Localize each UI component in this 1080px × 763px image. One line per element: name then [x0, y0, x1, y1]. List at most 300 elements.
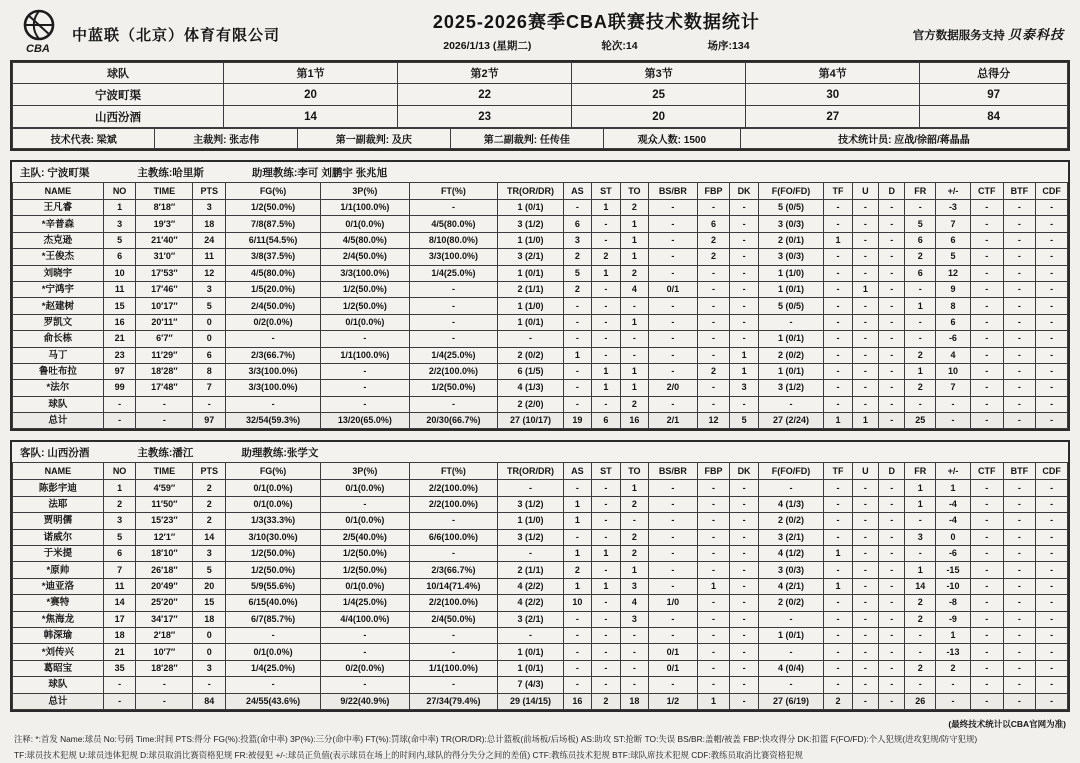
cell: - — [193, 396, 226, 412]
cell: - — [970, 331, 1003, 347]
cell: 1/2(50.0%) — [226, 200, 321, 216]
cell: - — [697, 660, 730, 676]
cell: 4 (1/3) — [758, 496, 823, 512]
cell: - — [879, 200, 905, 216]
away-team-strip — [12, 442, 1068, 462]
cell: 20 — [572, 106, 746, 128]
cell: 2 — [905, 611, 936, 627]
cell: - — [879, 480, 905, 496]
cell: - — [649, 265, 698, 281]
cell: - — [649, 232, 698, 248]
cell: - — [970, 314, 1003, 330]
cell: - — [1036, 363, 1068, 379]
home-assistants: 助理教练:李可 刘鹏宇 张兆旭 — [251, 167, 388, 179]
cell: - — [852, 529, 878, 545]
cell: - — [905, 281, 936, 297]
cell: - — [1036, 627, 1068, 643]
cell: 2/3(66.7%) — [409, 562, 498, 578]
cell: - — [879, 281, 905, 297]
cell: 3 (2/1) — [498, 249, 563, 265]
cell: - — [970, 627, 1003, 643]
cell: 1 — [620, 249, 648, 265]
cell: - — [1003, 529, 1036, 545]
table-row — [13, 363, 1068, 379]
cell: - — [226, 677, 321, 693]
cell: - — [1036, 298, 1068, 314]
cell: 25′20″ — [136, 595, 193, 611]
cell: - — [321, 677, 410, 693]
cell: 5 — [193, 562, 226, 578]
cell: 6 — [697, 216, 730, 232]
table-row — [13, 413, 1068, 429]
cell: 2/2(100.0%) — [409, 595, 498, 611]
cell: - — [649, 249, 698, 265]
column-header: NAME — [13, 463, 104, 480]
table-row — [13, 660, 1068, 676]
cell: 9/22(40.9%) — [321, 693, 410, 709]
cell: 11 — [193, 249, 226, 265]
column-header: PTS — [193, 463, 226, 480]
cell: - — [852, 480, 878, 496]
cell: 12′1″ — [136, 529, 193, 545]
cell: 2 — [563, 281, 591, 297]
cell: 1 — [730, 363, 758, 379]
cell: - — [970, 496, 1003, 512]
table-row — [13, 84, 1068, 106]
cell: 10 — [936, 363, 971, 379]
cell: 1 — [620, 380, 648, 396]
cell: 0/1(0.0%) — [321, 216, 410, 232]
cell: - — [879, 363, 905, 379]
column-header: FG(%) — [226, 183, 321, 200]
cell: 2/2(100.0%) — [409, 496, 498, 512]
cell: - — [563, 331, 591, 347]
table-row — [13, 396, 1068, 412]
cell: 4 (1/2) — [758, 546, 823, 562]
cell: 5 — [905, 216, 936, 232]
cell: 4′59″ — [136, 480, 193, 496]
cell: 6 — [193, 347, 226, 363]
away-stats-header-row — [13, 463, 1068, 480]
cell: -4 — [936, 513, 971, 529]
cell: - — [409, 644, 498, 660]
cell: - — [824, 363, 852, 379]
cell: - — [758, 677, 823, 693]
cell: 2 — [905, 380, 936, 396]
column-header: +/- — [936, 183, 971, 200]
game-info-row — [280, 38, 913, 53]
cell: 刘晓宇 — [13, 265, 104, 281]
cell: *原帅 — [13, 562, 104, 578]
cell: 0/1(0.0%) — [226, 480, 321, 496]
table-row — [13, 281, 1068, 297]
cell: 3/3(100.0%) — [321, 265, 410, 281]
cell: - — [409, 546, 498, 562]
cell: 俞长栋 — [13, 331, 104, 347]
cell: 3 (0/3) — [758, 216, 823, 232]
cell: 24/55(43.6%) — [226, 693, 321, 709]
cell: 18 — [103, 627, 136, 643]
cell: 99 — [103, 380, 136, 396]
cell: - — [620, 627, 648, 643]
cell: - — [1003, 232, 1036, 248]
cell: 0 — [193, 314, 226, 330]
home-stats-header-row — [13, 183, 1068, 200]
table-row — [13, 677, 1068, 693]
cell: 0 — [193, 627, 226, 643]
cell: 84 — [920, 106, 1068, 128]
cell: - — [409, 281, 498, 297]
cell: - — [879, 265, 905, 281]
cell: - — [824, 513, 852, 529]
cell: - — [592, 347, 620, 363]
score-header-row — [13, 63, 1068, 84]
cell: 1 — [620, 562, 648, 578]
cell: 杰克逊 — [13, 232, 104, 248]
cell: - — [1036, 611, 1068, 627]
column-header: CTF — [970, 463, 1003, 480]
cell: - — [852, 611, 878, 627]
column-header: NO — [103, 463, 136, 480]
cell: - — [1003, 265, 1036, 281]
cell: - — [824, 529, 852, 545]
cell: 诺威尔 — [13, 529, 104, 545]
cell: - — [730, 677, 758, 693]
cell: 23 — [398, 106, 572, 128]
cell: - — [970, 298, 1003, 314]
cell: 31′0″ — [136, 249, 193, 265]
cell: 5 — [936, 249, 971, 265]
cell: 1 — [936, 480, 971, 496]
cell: 1 — [563, 513, 591, 529]
cell: 3 (1/2) — [758, 380, 823, 396]
cell: 1 — [563, 347, 591, 363]
cell: - — [1003, 660, 1036, 676]
company-block — [14, 8, 280, 54]
cell: 1 — [563, 578, 591, 594]
score-box — [10, 60, 1070, 151]
cell: 1 — [563, 546, 591, 562]
cell: - — [970, 677, 1003, 693]
cell: - — [697, 627, 730, 643]
cell: 3 — [103, 513, 136, 529]
cell: 0/1 — [649, 660, 698, 676]
home-coach: 主教练:哈里斯 — [137, 167, 204, 179]
cell: 3/3(100.0%) — [409, 249, 498, 265]
cell: - — [852, 314, 878, 330]
cell: - — [879, 529, 905, 545]
cell: - — [970, 249, 1003, 265]
cell: 27 (6/19) — [758, 693, 823, 709]
cell: 11′29″ — [136, 347, 193, 363]
cell: - — [1003, 298, 1036, 314]
cell: 于米提 — [13, 546, 104, 562]
cba-logo-text: CBA — [26, 43, 50, 54]
cell: - — [879, 380, 905, 396]
column-header: 3P(%) — [321, 463, 410, 480]
column-header: ST — [592, 183, 620, 200]
column-header: 3P(%) — [321, 183, 410, 200]
cell: - — [824, 380, 852, 396]
cell: 球队 — [13, 677, 104, 693]
column-header: FT(%) — [409, 183, 498, 200]
cell: 技术代表: 梁斌 — [13, 129, 155, 149]
cell: - — [136, 677, 193, 693]
cell: - — [1003, 644, 1036, 660]
cell: - — [730, 595, 758, 611]
cell: - — [193, 677, 226, 693]
cell: - — [1036, 216, 1068, 232]
column-header: U — [852, 463, 878, 480]
cell: 总计 — [13, 693, 104, 709]
cell: - — [970, 595, 1003, 611]
cell: 25 — [572, 84, 746, 106]
cell: 12 — [936, 265, 971, 281]
cell: - — [730, 331, 758, 347]
cell: 4 (2/2) — [498, 595, 563, 611]
cell: 14 — [103, 595, 136, 611]
cell: 2/3(66.7%) — [226, 347, 321, 363]
cell: - — [498, 627, 563, 643]
cell: - — [1036, 546, 1068, 562]
cell: - — [758, 314, 823, 330]
cell: 6 — [936, 232, 971, 248]
cell: - — [649, 331, 698, 347]
cell: - — [563, 627, 591, 643]
cell: - — [409, 314, 498, 330]
cell: - — [970, 578, 1003, 594]
cell: - — [730, 232, 758, 248]
cell: 27 — [746, 106, 920, 128]
cell: - — [1003, 562, 1036, 578]
cell: - — [852, 578, 878, 594]
column-header: FBP — [697, 183, 730, 200]
cell: - — [730, 265, 758, 281]
cell: 3 — [103, 216, 136, 232]
cell: 球队 — [13, 396, 104, 412]
cell: - — [1036, 232, 1068, 248]
cell: - — [649, 396, 698, 412]
cell: - — [592, 611, 620, 627]
cell: 2 — [905, 595, 936, 611]
cell: 主裁判: 张志伟 — [155, 129, 297, 149]
cell: - — [649, 314, 698, 330]
cell: - — [697, 677, 730, 693]
cell: - — [852, 627, 878, 643]
cell: - — [879, 677, 905, 693]
cell: 20′11″ — [136, 314, 193, 330]
cell: - — [649, 347, 698, 363]
cell: - — [852, 677, 878, 693]
cell: 1 (0/1) — [758, 627, 823, 643]
cell: - — [498, 546, 563, 562]
cell: 0/1 — [649, 281, 698, 297]
cell: 1/2(50.0%) — [226, 562, 321, 578]
cell: - — [879, 298, 905, 314]
cell: - — [970, 200, 1003, 216]
cell: 20′49″ — [136, 578, 193, 594]
cell: - — [226, 627, 321, 643]
cell: 3/3(100.0%) — [226, 380, 321, 396]
cell: 7/8(87.5%) — [226, 216, 321, 232]
cell: 3 (0/3) — [758, 562, 823, 578]
cell: 5 — [103, 529, 136, 545]
cell: - — [970, 347, 1003, 363]
cell: 5 — [730, 413, 758, 429]
cell: 1/4(25.0%) — [226, 660, 321, 676]
cell: 6/6(100.0%) — [409, 529, 498, 545]
cell: - — [730, 611, 758, 627]
cell: - — [592, 298, 620, 314]
table-row — [13, 347, 1068, 363]
cell: 8′18″ — [136, 200, 193, 216]
cell: - — [649, 578, 698, 594]
cell: 5 — [103, 232, 136, 248]
cell: 1/2(50.0%) — [226, 546, 321, 562]
cell: 21 — [103, 331, 136, 347]
cell: - — [649, 546, 698, 562]
cell: 2 — [592, 693, 620, 709]
cell: - — [1003, 413, 1036, 429]
cell: - — [697, 331, 730, 347]
column-header: FR — [905, 183, 936, 200]
cell: 1 — [905, 562, 936, 578]
cell: - — [879, 578, 905, 594]
cell: - — [824, 331, 852, 347]
cell: 1 — [620, 314, 648, 330]
cell: 10 — [103, 265, 136, 281]
cell: - — [592, 281, 620, 297]
cell: - — [824, 396, 852, 412]
cell: 2/2(100.0%) — [409, 480, 498, 496]
cell: 19′3″ — [136, 216, 193, 232]
cell: - — [1003, 611, 1036, 627]
cell: 罗凯文 — [13, 314, 104, 330]
cell: - — [592, 562, 620, 578]
cell: - — [697, 380, 730, 396]
cell: - — [1036, 265, 1068, 281]
cell: - — [730, 216, 758, 232]
cell: - — [1003, 496, 1036, 512]
away-assistants: 助理教练:张学文 — [241, 447, 319, 460]
column-header: F(FO/FD) — [758, 183, 823, 200]
column-header: TIME — [136, 183, 193, 200]
cell: 3 (1/2) — [498, 496, 563, 512]
cell: - — [1036, 529, 1068, 545]
cell: 3/8(37.5%) — [226, 249, 321, 265]
cell: - — [852, 513, 878, 529]
cell: - — [970, 413, 1003, 429]
cell: - — [905, 644, 936, 660]
cell: 3 — [193, 546, 226, 562]
cell: - — [563, 380, 591, 396]
cell: - — [879, 660, 905, 676]
cell: - — [1036, 249, 1068, 265]
cell: -6 — [936, 331, 971, 347]
cell: - — [563, 314, 591, 330]
cell: 0 — [193, 331, 226, 347]
cell: - — [730, 396, 758, 412]
cell: 1/1(100.0%) — [409, 660, 498, 676]
cell: - — [730, 578, 758, 594]
cell: 15 — [193, 595, 226, 611]
cell: - — [592, 232, 620, 248]
cell: - — [1036, 347, 1068, 363]
table-row — [13, 496, 1068, 512]
cell: - — [1036, 200, 1068, 216]
cell: 法耶 — [13, 496, 104, 512]
cell: 0/2(0.0%) — [321, 660, 410, 676]
cell: - — [697, 396, 730, 412]
cell: 1/2 — [649, 693, 698, 709]
cell: 2 — [620, 200, 648, 216]
cell: - — [649, 627, 698, 643]
cell: 7 — [936, 380, 971, 396]
cell: - — [592, 314, 620, 330]
cell: 7 (4/3) — [498, 677, 563, 693]
cell: 17′46″ — [136, 281, 193, 297]
cell: 20/30(66.7%) — [409, 413, 498, 429]
cell: 1/2(50.0%) — [321, 281, 410, 297]
cell: - — [649, 496, 698, 512]
cell: 97 — [920, 84, 1068, 106]
cell: - — [1003, 396, 1036, 412]
away-stats-table — [12, 462, 1068, 709]
cell: 3/3(100.0%) — [226, 363, 321, 379]
page-title: 2025-2026赛季CBA联赛技术数据统计 — [432, 12, 760, 32]
cell: - — [758, 396, 823, 412]
table-row — [13, 644, 1068, 660]
table-row — [13, 331, 1068, 347]
cell: 18 — [193, 611, 226, 627]
cell: 6/15(40.0%) — [226, 595, 321, 611]
cell: - — [620, 331, 648, 347]
cell: 4 (0/4) — [758, 660, 823, 676]
cell: 26 — [905, 693, 936, 709]
cell: - — [852, 216, 878, 232]
cell: 1 — [936, 627, 971, 643]
cell: - — [730, 627, 758, 643]
cell: -13 — [936, 644, 971, 660]
table-row — [13, 232, 1068, 248]
column-header: AS — [563, 463, 591, 480]
column-header: DK — [730, 463, 758, 480]
cell: - — [136, 693, 193, 709]
cell: 1/1(100.0%) — [321, 200, 410, 216]
cell: 3 (1/2) — [498, 216, 563, 232]
cell: 27/34(79.4%) — [409, 693, 498, 709]
cell: 1 — [905, 480, 936, 496]
column-header: BS/BR — [649, 463, 698, 480]
cell: - — [1003, 595, 1036, 611]
cell: - — [697, 281, 730, 297]
cell: - — [226, 331, 321, 347]
cell: -9 — [936, 611, 971, 627]
cell: - — [879, 611, 905, 627]
cell: - — [592, 216, 620, 232]
cell: 2 — [103, 496, 136, 512]
cell: 4 (1/3) — [498, 380, 563, 396]
cell: 4 — [936, 347, 971, 363]
cell: - — [730, 496, 758, 512]
cell: - — [592, 677, 620, 693]
company-name: 中蓝联（北京）体育有限公司 — [72, 26, 281, 44]
cell: - — [620, 298, 648, 314]
cell: - — [970, 693, 1003, 709]
cell: 2 — [905, 347, 936, 363]
cell: - — [905, 314, 936, 330]
cell: - — [649, 562, 698, 578]
